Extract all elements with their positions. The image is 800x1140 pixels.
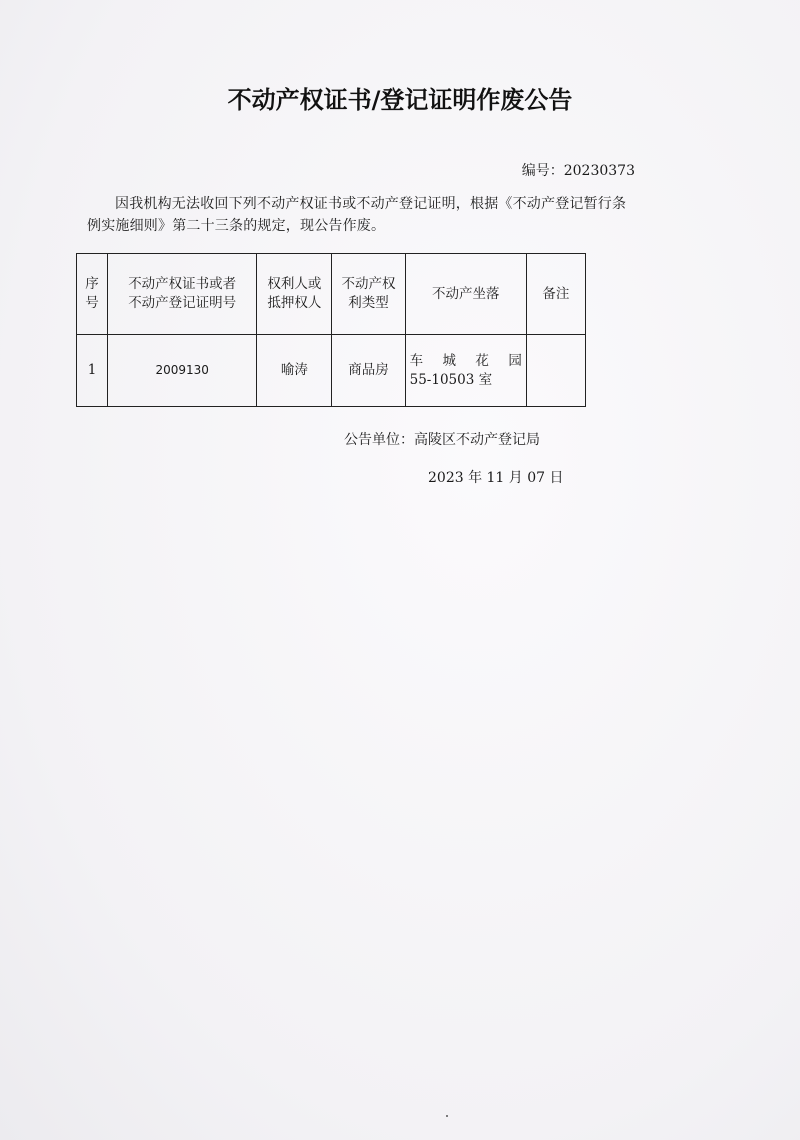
page-title: 不动产权证书/登记证明作废公告 [227, 86, 573, 114]
cell-property-location [405, 335, 526, 407]
certificate-table [76, 253, 586, 407]
header-rights-type: 不动产权 利类型 [332, 254, 405, 335]
table-row [77, 335, 586, 407]
header-serial-number: 序 号 [77, 254, 108, 335]
header-remarks: 备注 [526, 254, 585, 335]
location-line-2: 55-10503 室 [409, 371, 493, 388]
cell-certificate-number: 2009130 [108, 335, 257, 407]
header-rights-holder: 权利人或 抵押权人 [257, 254, 332, 335]
cell-rights-type: 商品房 [332, 335, 405, 407]
issue-date: 2023 年 11 月 07 日 [428, 470, 564, 486]
cell-serial-number: 1 [77, 335, 108, 407]
scan-speck [446, 1115, 448, 1117]
cell-rights-holder: 喻涛 [257, 335, 332, 407]
header-property-location: 不动产坐落 [405, 254, 526, 335]
header-certificate-number: 不动产权证书或者 不动产登记证明号 [108, 254, 257, 335]
table-header-row [77, 254, 586, 335]
issuing-authority: 公告单位：高陵区不动产登记局 [344, 432, 540, 448]
cell-remarks [526, 335, 585, 407]
document-number: 编号：20230373 [521, 163, 635, 179]
intro-paragraph: 因我机构无法收回下列不动产权证书或不动产登记证明，根据《不动产登记暂行条例实施细则》第二十三条的规定，现公告作废。 [87, 196, 627, 234]
location-line-1: 车 城 花 园 [409, 352, 522, 369]
